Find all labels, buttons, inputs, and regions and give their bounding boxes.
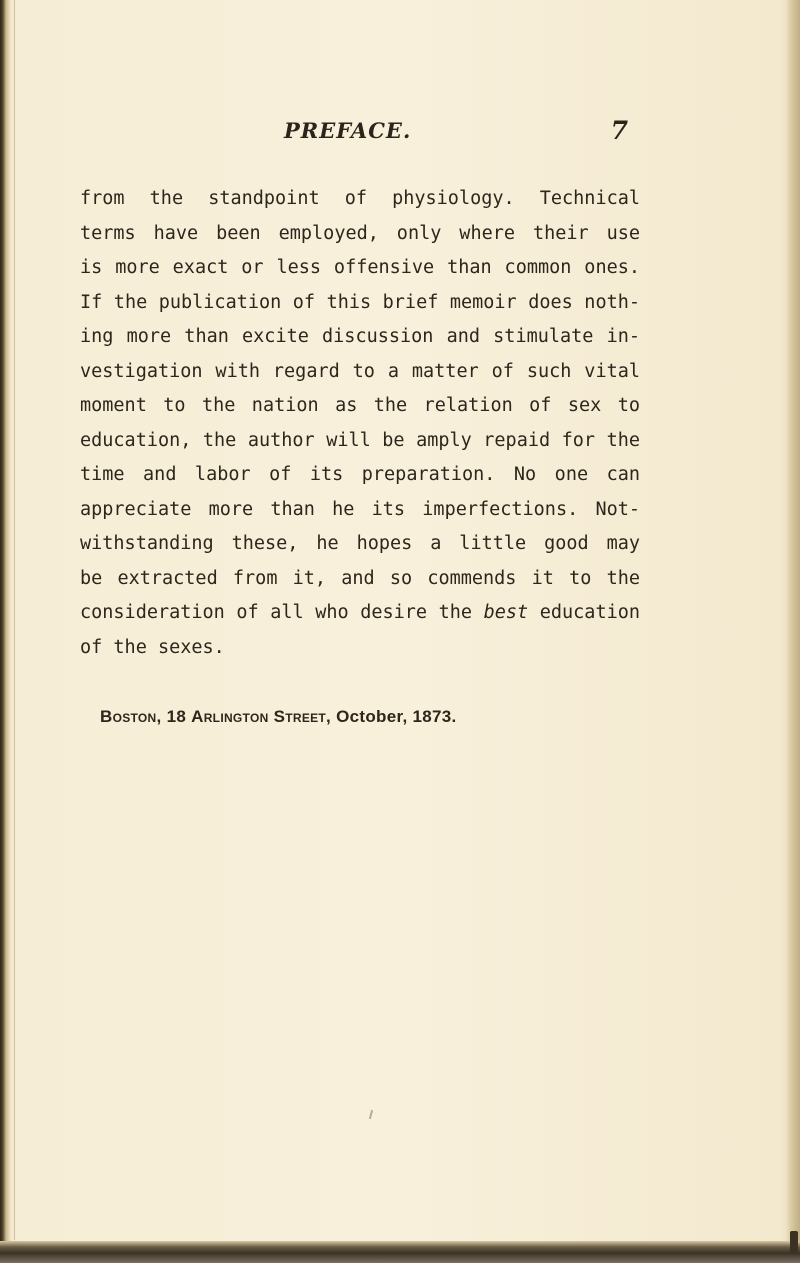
signature-date: October, 1873. <box>336 707 457 726</box>
page-spine-shadow <box>0 0 10 1263</box>
page-gutter-line <box>14 0 15 1240</box>
signature-line <box>100 707 457 727</box>
text-line-start: consideration of all who desire the <box>80 602 473 623</box>
text-line: withstanding these, he hopes a little good may <box>80 533 640 554</box>
text-line: ing more than excite discussion and stimulate in- <box>80 326 640 347</box>
page-right-edge <box>786 0 800 1263</box>
preface-body <box>80 182 640 665</box>
text-line: If the publication of this brief memoir does noth- <box>80 291 640 313</box>
text-line-last: of the sexes. <box>80 636 225 658</box>
text-line: be extracted from it, and so commends it to the <box>80 567 640 589</box>
text-line: vestigation with regard to a matter of such vital <box>80 360 640 382</box>
page-bottom-shadow <box>0 1241 800 1263</box>
running-head: PREFACE. <box>284 118 412 143</box>
paper-speck <box>369 1110 373 1119</box>
text-line: terms have been employed, only where their use <box>80 222 640 244</box>
page-corner-mark <box>790 1231 798 1253</box>
emphasis-best: best <box>483 602 529 623</box>
text-line: education, the author will be amply repaid for the <box>80 429 640 451</box>
text-line: appreciate more than he its imperfections. Not- <box>80 498 640 520</box>
text-line-with-emphasis <box>80 596 640 631</box>
page-number: 7 <box>610 116 628 145</box>
text-line: time and labor of its preparation. No one can <box>80 464 640 485</box>
page-header <box>284 118 628 148</box>
signature-city: Boston, <box>100 707 162 726</box>
text-line: is more exact or less offensive than common ones. <box>80 257 640 278</box>
text-line: moment to the nation as the relation of sex to <box>80 395 640 416</box>
text-line: from the standpoint of physiology. Technical <box>80 188 640 209</box>
signature-number: 18 <box>166 707 187 726</box>
text-line-end: education <box>539 602 640 623</box>
signature-street: Arlington Street, <box>191 707 332 726</box>
